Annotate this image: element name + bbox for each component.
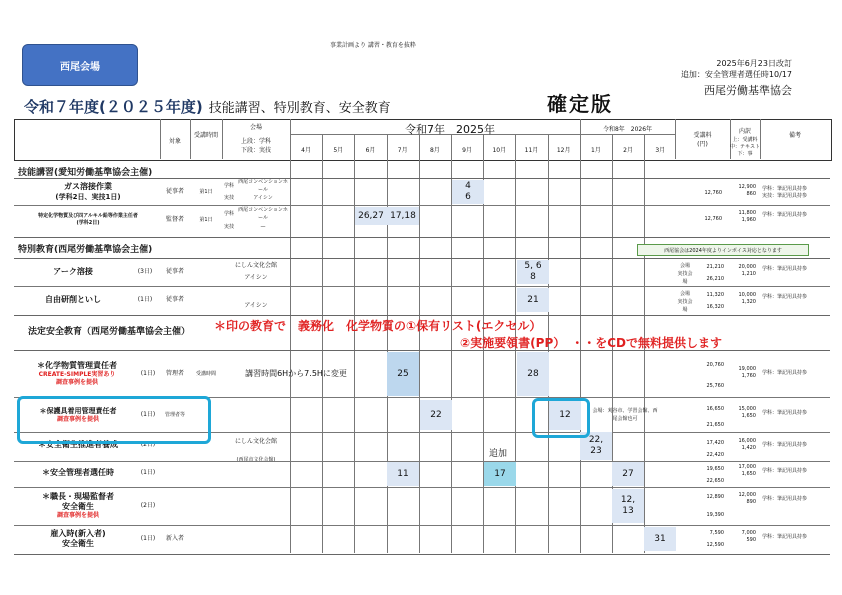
grinder-target: 従事者 — [165, 296, 184, 303]
month-header: 7月 — [397, 147, 408, 154]
title-year: 令和７年度(２０２５年度) — [24, 98, 203, 116]
chem-venue1: 西尾コンベンションホール — [238, 206, 288, 221]
header-year-2025: 令和7年 2025年 — [405, 123, 495, 136]
month-header: 5月 — [333, 147, 344, 154]
grinder-type1: 会場 — [679, 291, 690, 297]
annotation-line1: ＊印の教育で 義務化 化学物質の①保有リスト(エクセル） — [214, 319, 542, 333]
newhire-days: (1日) — [140, 535, 156, 542]
annotation-line2: ②実施要領書(PP） ・・をCDで無料提供します — [460, 336, 723, 350]
header-target: 対象 — [168, 138, 181, 145]
course-chem — [18, 207, 158, 233]
chemmgr-hours: 受講時間 — [195, 371, 216, 377]
arc-b2: 1,210 — [741, 271, 756, 277]
grinder-venue2: アイシン — [244, 302, 268, 309]
course-hygiene-name: ＊安全衛生推進者養成 — [38, 440, 118, 449]
arc-days: (3日) — [137, 268, 153, 275]
hygiene-b2: 1,420 — [741, 445, 756, 451]
safetymgr-date1: 11 — [387, 462, 419, 486]
chemmgr-date2: 28 — [517, 352, 549, 396]
month-header: 6月 — [365, 147, 376, 154]
foreman-remark: 学科：筆記用具持参 — [762, 496, 808, 502]
protect-target: 管理者等 — [164, 412, 185, 418]
protect-name: ＊保護具着用管理責任者 — [39, 407, 117, 415]
chemmgr-change-note: 講習時間6Hから7.5Hに変更 — [245, 369, 347, 378]
arc-b1: 20,000 — [738, 264, 756, 270]
chemmgr-name: ＊化学物質管理責任者 — [37, 361, 117, 370]
month-header: 3月 — [655, 147, 666, 154]
header-fee-unit: (円) — [697, 141, 708, 148]
section-safety: 法定安全教育（西尾労働基準協会主催） — [28, 327, 191, 337]
header-fee — [675, 130, 730, 148]
foreman-name2: 安全衛生 — [62, 502, 94, 511]
foreman-note: 調査事例を提供 — [56, 512, 99, 519]
protect-date1: 22 — [420, 400, 452, 430]
arc-fee2: 26,210 — [706, 276, 724, 282]
chem-target: 監督者 — [165, 216, 184, 223]
protect-side-note: 会場：刈谷市、学習会館、西尾会館也可 — [592, 408, 658, 422]
gas-venue1: 西尾コンベンションホール — [238, 179, 288, 193]
course-safetymgr-name: ＊安全管理者選任時 — [42, 468, 114, 477]
course-gas-sub: (学科2日、実技1日) — [55, 193, 121, 201]
safetymgr-added: 追加 — [488, 449, 507, 459]
chem-b2: 1,960 — [741, 217, 756, 223]
foreman-name: ＊職長・現場監督者 — [42, 492, 114, 501]
gas-remark2: 実技：筆記用具持参 — [762, 193, 808, 199]
month-header: 10月 — [492, 147, 507, 154]
course-arc-name: アーク溶接 — [53, 267, 93, 276]
month-header: 1月 — [590, 147, 601, 154]
arc-fee1: 21,210 — [706, 264, 724, 270]
chem-date2: 17,18 — [387, 207, 419, 225]
arc-venue1: にしん文化会館 — [234, 262, 277, 269]
newhire-date: 31 — [644, 527, 676, 551]
arc-date: 5, 6 8 — [517, 260, 549, 284]
gas-b2: 860 — [746, 191, 756, 197]
invoice-note: 西尾協会は2024年度よりインボイス対応となります — [637, 244, 809, 256]
chemmgr-days: (1日) — [140, 370, 156, 377]
chemmgr-remark: 学科：筆記用具持参 — [762, 370, 808, 376]
foreman-date: 12, 13 — [612, 489, 644, 523]
protect-date2: 12 — [549, 400, 581, 430]
gas-type1: 学科 — [223, 183, 234, 189]
protect-fee1: 16,650 — [706, 406, 724, 412]
month-header: 9月 — [462, 147, 472, 154]
grinder-date: 21 — [517, 288, 549, 312]
course-grinder-name: 自由研削といし — [45, 295, 101, 304]
chemmgr-b1: 19,000 — [738, 366, 756, 372]
grinder-b1: 10,000 — [738, 292, 756, 298]
revision-date: 2025年6月23日改訂 — [716, 59, 792, 68]
header-year-2026: 令和8年 2026年 — [602, 126, 653, 133]
chemmgr-fee2: 25,760 — [706, 383, 724, 389]
revision-info — [681, 58, 792, 80]
section-skill: 技能講習(愛知労働基準協会主催) — [18, 168, 153, 178]
course-gas-name: ガス溶接作業 — [64, 182, 112, 191]
chemmgr-fee1: 20,760 — [706, 362, 724, 368]
course-chemmgr — [18, 354, 136, 394]
chem-venue2: — — [260, 223, 266, 230]
highlight-protect-course — [17, 396, 211, 444]
safetymgr-fee2: 22,650 — [706, 478, 724, 484]
newhire-target: 新入者 — [165, 535, 184, 542]
grinder-type2: 実技会場 — [677, 299, 693, 313]
highlight-protect-date — [532, 398, 590, 438]
chemmgr-note2: 調査事例を提供 — [55, 379, 98, 386]
arc-remark: 学科：筆記用具持参 — [762, 266, 808, 272]
foreman-fee1: 12,890 — [706, 494, 724, 500]
header-breakdown-note: 上：受講料 中：テキスト 下：事 — [730, 137, 760, 157]
protect-fee2: 21,650 — [706, 422, 724, 428]
gas-target: 従事者 — [165, 188, 184, 195]
arc-venue2: アイシン — [244, 274, 268, 281]
arc-type1: 会場 — [679, 263, 690, 269]
course-chem-sub: (学科2日) — [76, 220, 100, 226]
newhire-name: 雇入時(新入者) — [50, 529, 106, 538]
safetymgr-fee1: 19,650 — [706, 466, 724, 472]
course-newhire — [22, 528, 134, 550]
safetymgr-b2: 1,650 — [741, 471, 756, 477]
revision-addition: 追加：安全管理者選任時10/17 — [680, 70, 792, 79]
hygiene-date: 22, 23 — [580, 432, 612, 460]
chem-fee: 12,760 — [704, 216, 722, 222]
course-gas — [18, 180, 158, 204]
foreman-b1: 12,000 — [738, 492, 756, 498]
month-header: 12月 — [556, 147, 571, 154]
status-label: 確定版 — [547, 92, 613, 116]
section-special: 特別教育(西尾労働基準協会主催) — [18, 245, 153, 255]
safetymgr-b1: 17,000 — [738, 464, 756, 470]
gas-type2: 実技 — [223, 195, 234, 201]
newhire-name2: 安全衛生 — [62, 539, 94, 548]
top-note: 事業計画より 講習・教育を抜粋 — [330, 42, 416, 49]
month-header: 8月 — [429, 147, 440, 154]
header-venue-note1: 上段：学科 — [240, 138, 271, 145]
header-fee-label: 受講料 — [693, 132, 712, 139]
chemmgr-note1: CREATE-SIMPLE実習あり — [38, 371, 116, 378]
hygiene-venue1: にしん文化会館 — [234, 438, 277, 445]
newhire-b1: 7,000 — [741, 530, 756, 536]
month-header: 2月 — [623, 147, 633, 154]
hygiene-remark: 学科：筆記用具持参 — [762, 442, 808, 448]
protect-remark: 学科：筆記用具持参 — [762, 410, 808, 416]
header-venue: 会場 — [249, 124, 262, 131]
chemmgr-target: 管理者 — [165, 370, 184, 377]
grinder-b2: 1,320 — [741, 299, 756, 305]
protect-note: 調査事例を提供 — [56, 416, 99, 423]
chemmgr-date1: 25 — [387, 352, 419, 396]
gas-venue2: アイシン — [253, 195, 273, 201]
safetymgr-remark: 学科：筆記用具持参 — [762, 468, 808, 474]
month-header: 4月 — [301, 147, 311, 154]
chem-type1: 学科 — [223, 210, 234, 217]
header-remarks: 備考 — [788, 132, 801, 139]
newhire-b2: 590 — [746, 537, 756, 543]
header-hours: 受講時間 — [193, 132, 218, 139]
chemmgr-b2: 1,760 — [741, 373, 756, 379]
hygiene-fee2: 22,420 — [706, 452, 724, 458]
arc-target: 従事者 — [165, 268, 184, 275]
chem-remark1: 学科：筆記用具持参 — [762, 212, 808, 218]
header-breakdown: 内訳 — [738, 128, 751, 135]
newhire-fee2: 12,590 — [706, 542, 724, 548]
organization-name: 西尾労働基準協会 — [704, 84, 792, 97]
month-header: 11月 — [524, 147, 539, 154]
grinder-remark: 学科：筆記用具持参 — [762, 294, 808, 300]
foreman-b2: 890 — [746, 499, 756, 505]
safetymgr-date3: 27 — [612, 462, 644, 486]
protect-b1: 15,000 — [738, 406, 756, 412]
grinder-fee2: 16,320 — [706, 304, 724, 310]
newhire-fee1: 7,590 — [709, 530, 724, 536]
gas-remark1: 学科：筆記用具持参 — [762, 186, 808, 192]
safetymgr-date2: 17 — [484, 462, 516, 486]
course-foreman — [22, 489, 134, 523]
foreman-fee2: 19,390 — [706, 512, 724, 518]
hygiene-b1: 16,000 — [738, 438, 756, 444]
page-subtitle: 技能講習、特別教育、安全教育 — [208, 101, 391, 116]
chem-hours: 第1日 — [199, 217, 213, 223]
gas-fee: 12,760 — [704, 190, 722, 196]
gas-date: 4 6 — [452, 180, 484, 204]
hygiene-fee1: 17,420 — [706, 440, 724, 446]
hygiene-venue2: (西尾市文化会館) — [236, 457, 276, 463]
chem-b1: 11,800 — [738, 210, 756, 216]
hygiene-days: (2日) — [140, 441, 156, 448]
gas-hours: 第1日 — [199, 189, 213, 195]
protect-days: (1日) — [140, 411, 156, 418]
grinder-fee1: 11,320 — [706, 292, 724, 298]
chem-date1: 26,27 — [355, 207, 387, 225]
protect-b2: 1,650 — [741, 413, 756, 419]
foreman-days: (2日) — [140, 502, 156, 509]
newhire-remark: 学科：筆記用具持参 — [762, 534, 808, 540]
chem-type2: 実技 — [223, 223, 234, 230]
course-chem-name: 特定化学物質及び四アルキル鉛等作業主任者 — [38, 213, 138, 219]
arc-type2: 実技会場 — [677, 271, 693, 285]
page-title — [24, 96, 391, 117]
safetymgr-days: (1日) — [140, 469, 156, 476]
gas-b1: 12,900 — [738, 184, 756, 190]
grinder-days: (1日) — [137, 296, 153, 303]
venue-button[interactable]: 西尾会場 — [22, 44, 138, 86]
header-venue-note2: 下段：実技 — [240, 147, 271, 154]
